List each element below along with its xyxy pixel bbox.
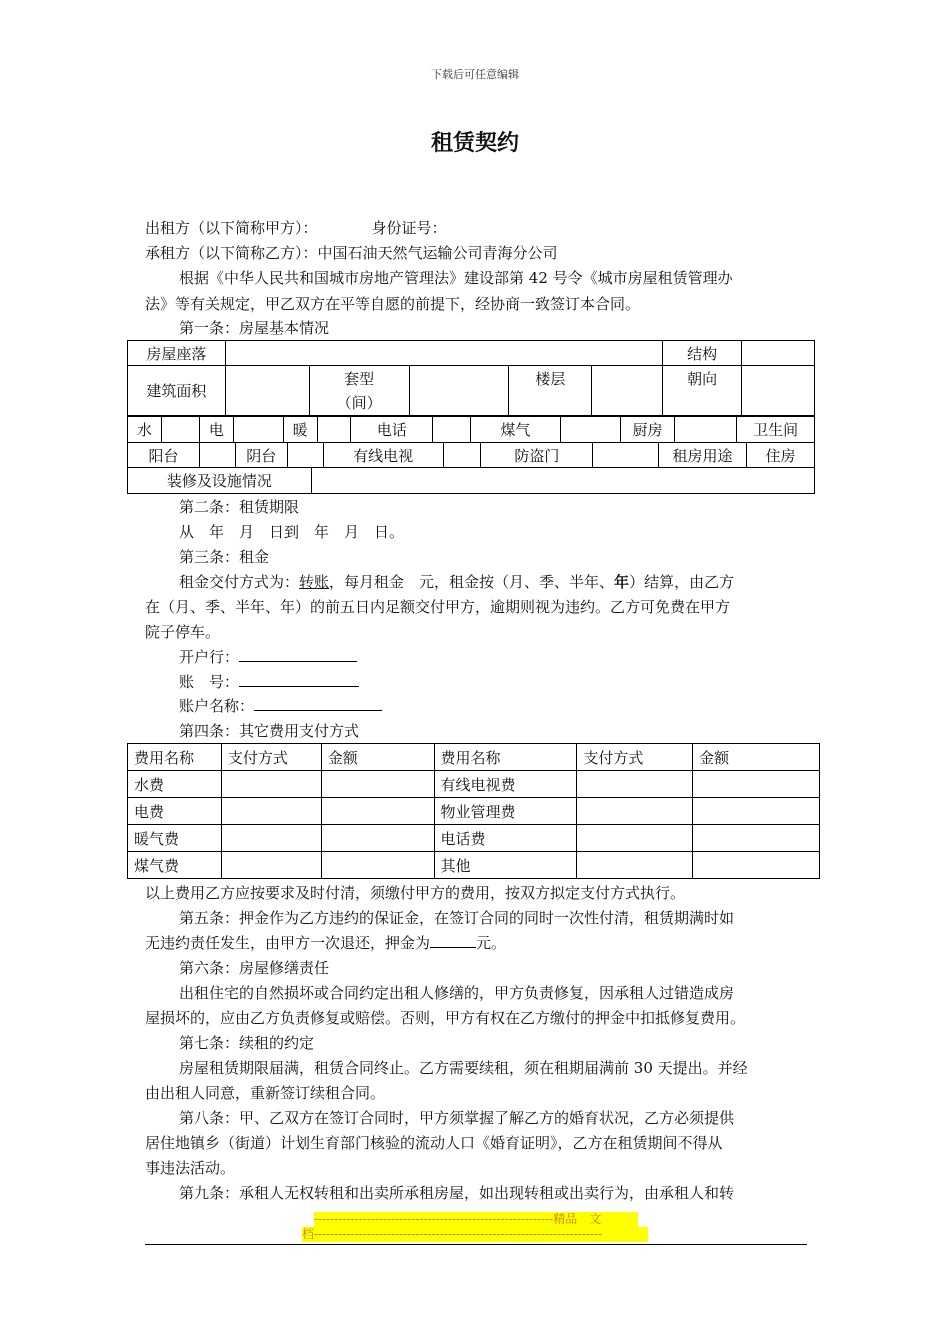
kitchen-label: 厨房 xyxy=(620,417,675,443)
rent-line-1: 租金交付方式为：转账，每月租金 元，租金按（月、季、半年、年）结算，由乙方 xyxy=(179,573,735,591)
area-label: 建筑面积 xyxy=(128,366,226,416)
table-row: 煤气费 其他 xyxy=(128,852,820,879)
fee-table xyxy=(127,743,820,879)
article-6-line-1: 出租住宅的自然损坏或合同约定出租人修缮的，甲方负责修复，因承租人过错造成房 xyxy=(179,984,735,1002)
bank-line: 开户行： xyxy=(145,645,807,669)
article-8-line-1: 第八条：甲、乙双方在签订合同时，甲方须掌握了解乙方的婚育状况，乙方必须提供 xyxy=(179,1109,735,1127)
id-label: 身份证号： xyxy=(371,219,447,237)
article-6-line-2: 屋损坏的，应由乙方负责修复或赔偿。否则，甲方有权在乙方缴付的押金中扣抵修复费用。 xyxy=(145,1009,746,1027)
shade-label: 阴台 xyxy=(235,443,287,468)
table-row: 水费 有线电视费 xyxy=(128,771,820,798)
usage-label: 租房用途 xyxy=(659,443,747,468)
structure-label: 结构 xyxy=(663,341,742,366)
unit-type-cell xyxy=(409,366,509,416)
fee-note: 以上费用乙方应按要求及时付清，须缴付甲方的费用，按双方拟定支付方式执行。 xyxy=(145,884,686,902)
fee-table-header: 费用名称 支付方式 金额 费用名称 支付方式 金额 xyxy=(128,744,820,771)
transfer-method: 转账 xyxy=(299,573,330,591)
decoration-label: 装修及设施情况 xyxy=(128,468,312,494)
floor-label: 楼层 xyxy=(509,366,592,416)
article-6-heading: 第六条：房屋修缮责任 xyxy=(179,959,330,977)
party-b-line: 承租方（以下简称乙方）：中国石油天然气运输公司青海分公司 xyxy=(145,244,558,262)
decoration-cell xyxy=(311,468,814,494)
footer-band-2: 档----------------------------------------------------------------------- xyxy=(302,1227,648,1242)
article-7-line-1: 房屋租赁期限届满，租赁合同终止。乙方需要续租，须在租期届满前 30 天提出。并经 xyxy=(179,1059,748,1077)
decoration-table xyxy=(127,467,815,494)
rent-line-2: 在（月、季、半年、年）的前五日内足额交付甲方，逾期则视为违约。乙方可免费在甲方 xyxy=(145,598,731,616)
table-row: 暖气费 电话费 xyxy=(128,825,820,852)
article-3-heading: 第三条：租金 xyxy=(179,548,270,566)
unit-type-label: 套型 （间） xyxy=(309,366,409,416)
rent-line-3: 院子停车。 xyxy=(145,623,221,641)
article-4-heading: 第四条：其它费用支付方式 xyxy=(179,722,360,740)
article-7-line-2: 由出租人同意，重新签订续租合同。 xyxy=(145,1084,386,1102)
facility-table-2 xyxy=(127,442,815,468)
article-5-line-2: 无违约责任发生，由甲方一次退还，押金为 元。 xyxy=(145,931,807,955)
article-1-heading: 第一条：房屋基本情况 xyxy=(179,319,330,337)
article-7-heading: 第七条：续租的约定 xyxy=(179,1034,315,1052)
intro-line-1: 根据《中华人民共和国城市房地产管理法》建设部第 42 号令《城市房屋租赁管理办 xyxy=(179,269,733,287)
water-label: 水 xyxy=(128,417,162,443)
power-label: 电 xyxy=(199,417,233,443)
security-door-label: 防盗门 xyxy=(481,443,593,468)
gas-label: 煤气 xyxy=(471,417,561,443)
account-name-line: 账户名称： xyxy=(145,694,807,718)
article-5-line-1: 第五条：押金作为乙方违约的保证金，在签订合同的同时一次性付清，租赁期满时如 xyxy=(179,909,735,927)
table-row: 电费 物业管理费 xyxy=(128,798,820,825)
intro-line-2: 法》等有关规定，甲乙双方在平等自愿的前提下，经协商一致签订本合同。 xyxy=(145,295,641,313)
footer-rule xyxy=(145,1244,807,1245)
article-8-line-3: 事违法活动。 xyxy=(145,1159,236,1177)
floor-cell xyxy=(592,366,663,416)
document-title: 租赁契约 xyxy=(430,131,519,156)
bathroom-label: 卫生间 xyxy=(737,417,815,443)
orientation-cell xyxy=(742,366,815,416)
lease-period: 从 年 月 日到 年 月 日。 xyxy=(179,523,405,541)
location-label: 房屋座落 xyxy=(128,341,226,366)
balcony-label: 阳台 xyxy=(128,443,200,468)
usage-value: 住房 xyxy=(746,443,814,468)
article-2-heading: 第二条：租赁期限 xyxy=(179,498,300,516)
structure-cell xyxy=(742,341,815,366)
footer-band-1: -----------------------------------------------------------精品 文 xyxy=(314,1212,638,1227)
phone-label: 电话 xyxy=(351,417,433,443)
cable-label: 有线电视 xyxy=(323,443,443,468)
orientation-label: 朝向 xyxy=(663,366,742,416)
header-note: 下载后可任意编辑 xyxy=(431,68,519,81)
article-9-line-1: 第九条：承租人无权转租和出卖所承租房屋，如出现转租或出卖行为，由承租人和转 xyxy=(179,1184,735,1202)
article-8-line-2: 居住地镇乡（街道）计划生育部门核验的流动人口《婚育证明》，乙方在租赁期间不得从 xyxy=(145,1134,723,1152)
house-info-table xyxy=(127,340,815,416)
facility-table xyxy=(127,416,815,443)
heat-label: 暖 xyxy=(283,417,317,443)
party-a-label: 出租方（以下简称甲方）： xyxy=(145,219,318,237)
party-a-line xyxy=(145,216,807,240)
location-cell xyxy=(225,341,662,366)
account-no-line: 账 号： xyxy=(145,670,807,694)
area-cell xyxy=(225,366,309,416)
